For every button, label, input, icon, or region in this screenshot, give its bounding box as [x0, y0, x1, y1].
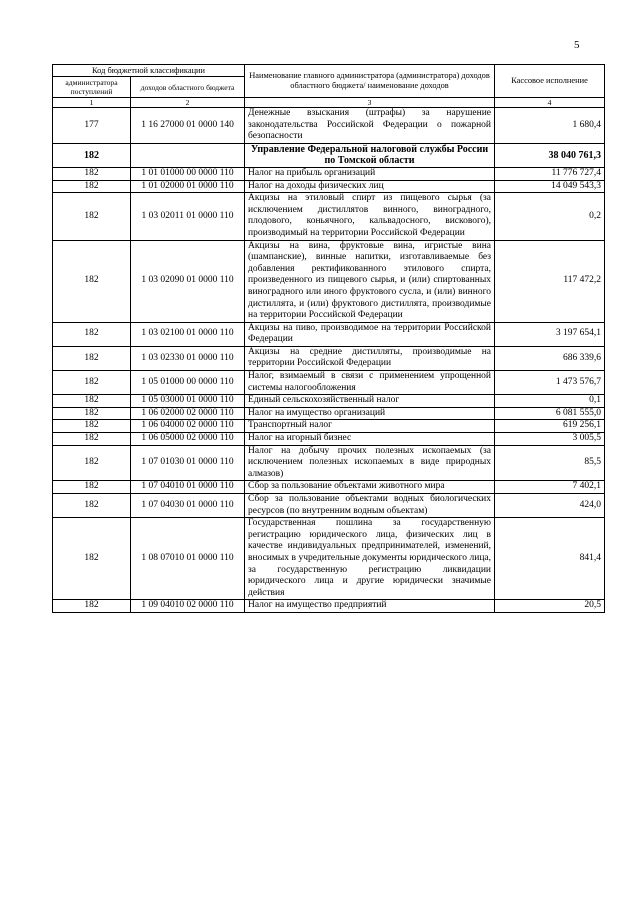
admin-code: 182 — [53, 420, 131, 433]
admin-code: 182 — [53, 371, 131, 395]
revenue-code: 1 01 01000 00 0000 110 — [131, 167, 245, 180]
table-row — [53, 193, 605, 240]
revenue-code: 1 05 03000 01 0000 110 — [131, 395, 245, 408]
admin-code: 182 — [53, 240, 131, 322]
column-number: 3 — [245, 98, 495, 108]
amount: 14 049 543,3 — [495, 180, 605, 193]
admin-code: 182 — [53, 494, 131, 518]
amount: 1 473 576,7 — [495, 371, 605, 395]
amount: 3 197 654,1 — [495, 322, 605, 346]
revenue-code: 1 09 04010 02 0000 110 — [131, 600, 245, 613]
admin-code: 182 — [53, 518, 131, 600]
revenue-code: 1 06 02000 02 0000 110 — [131, 407, 245, 420]
amount: 686 339,6 — [495, 346, 605, 370]
admin-code: 182 — [53, 481, 131, 494]
revenue-code: 1 07 04030 01 0000 110 — [131, 494, 245, 518]
table-row — [53, 371, 605, 395]
revenue-name: Денежные взыскания (штрафы) за нарушение законодательства Российской Федерации о пожарной безопасности — [245, 108, 495, 144]
revenue-code: 1 06 05000 02 0000 110 — [131, 433, 245, 446]
revenue-code — [131, 143, 245, 167]
revenue-code: 1 07 04010 01 0000 110 — [131, 481, 245, 494]
revenue-table — [52, 64, 605, 613]
table-row — [53, 108, 605, 144]
table-row — [53, 518, 605, 600]
revenue-name: Налог на прибыль организаций — [245, 167, 495, 180]
revenue-code: 1 07 01030 01 0000 110 — [131, 445, 245, 481]
table-row — [53, 395, 605, 408]
revenue-name: Сбор за пользование объектами животного мира — [245, 481, 495, 494]
amount: 0,2 — [495, 193, 605, 240]
amount: 619 256,1 — [495, 420, 605, 433]
revenue-name: Акцизы на этиловый спирт из пищевого сырья (за исключением дистиллятов винного, виноградного, плодового, коньячного, кальвадосного, вискового), производимый на территории Российской Федерации — [245, 193, 495, 240]
admin-code: 182 — [53, 445, 131, 481]
revenue-name: Акцизы на вина, фруктовые вина, игристые вина (шампанские), винные напитки, изготавливаемые без добавления ректификованного этилового спирта, произведенного из пищевого сырья, и (или) спиртованных виноградного или иного фруктового сусла, и (или) винного дистиллята, и (или) фруктового дистиллята, производимые на территории Российской Федерации — [245, 240, 495, 322]
revenue-code: 1 03 02100 01 0000 110 — [131, 322, 245, 346]
revenue-name: Сбор за пользование объектами водных биологических ресурсов (по внутренним водным объектам) — [245, 494, 495, 518]
column-number: 2 — [131, 98, 245, 108]
header-revenue-code: доходов областного бюджета — [131, 77, 245, 98]
revenue-name: Налог на имущество предприятий — [245, 600, 495, 613]
revenue-code: 1 03 02011 01 0000 110 — [131, 193, 245, 240]
table-row — [53, 481, 605, 494]
table-row — [53, 346, 605, 370]
revenue-code: 1 08 07010 01 0000 110 — [131, 518, 245, 600]
table-row — [53, 240, 605, 322]
header-administrator-name: Наименование главного администратора (администратора) доходов областного бюджета/ наименование доходов — [245, 65, 495, 98]
table-row — [53, 420, 605, 433]
revenue-name: Налог на доходы физических лиц — [245, 180, 495, 193]
table-row-administrator-total — [53, 143, 605, 167]
table-row — [53, 322, 605, 346]
column-number: 4 — [495, 98, 605, 108]
table-row — [53, 494, 605, 518]
table-row — [53, 433, 605, 446]
revenue-code: 1 16 27000 01 0000 140 — [131, 108, 245, 144]
admin-code: 182 — [53, 180, 131, 193]
revenue-code: 1 01 02000 01 0000 110 — [131, 180, 245, 193]
admin-code: 182 — [53, 395, 131, 408]
amount: 7 402,1 — [495, 481, 605, 494]
revenue-name: Транспортный налог — [245, 420, 495, 433]
admin-code: 182 — [53, 193, 131, 240]
admin-code: 182 — [53, 346, 131, 370]
amount: 85,5 — [495, 445, 605, 481]
revenue-code: 1 05 01000 00 0000 110 — [131, 371, 245, 395]
page-number: 5 — [574, 39, 580, 51]
admin-code: 182 — [53, 167, 131, 180]
amount: 20,5 — [495, 600, 605, 613]
amount: 3 005,5 — [495, 433, 605, 446]
amount: 841,4 — [495, 518, 605, 600]
table-row — [53, 445, 605, 481]
admin-code: 182 — [53, 143, 131, 167]
header-cash-execution: Кассовое исполнение — [495, 65, 605, 98]
table-row — [53, 167, 605, 180]
revenue-name: Единый сельскохозяйственный налог — [245, 395, 495, 408]
table-row — [53, 180, 605, 193]
revenue-name: Налог на добычу прочих полезных ископаемых (за исключением полезных ископаемых в виде природных алмазов) — [245, 445, 495, 481]
revenue-code: 1 06 04000 02 0000 110 — [131, 420, 245, 433]
header-administrator-code: администратора поступлений — [53, 77, 131, 98]
revenue-name: Акцизы на пиво, производимое на территории Российской Федерации — [245, 322, 495, 346]
admin-code: 182 — [53, 600, 131, 613]
admin-code: 182 — [53, 407, 131, 420]
admin-code: 182 — [53, 322, 131, 346]
revenue-name: Налог на игорный бизнес — [245, 433, 495, 446]
revenue-name: Акцизы на средние дистилляты, производимые на территории Российской Федерации — [245, 346, 495, 370]
revenue-name: Государственная пошлина за государственную регистрацию юридического лица, физических лиц в качестве индивидуальных предпринимателей, изменений, вносимых в учредительные документы юридического лица, за государственную регистрацию ликвидации юридического лица и другие юридически значимые действия — [245, 518, 495, 600]
column-number: 1 — [53, 98, 131, 108]
amount: 11 776 727,4 — [495, 167, 605, 180]
admin-code: 182 — [53, 433, 131, 446]
amount: 0,1 — [495, 395, 605, 408]
amount: 38 040 761,3 — [495, 143, 605, 167]
table-row — [53, 600, 605, 613]
administrator-name: Управление Федеральной налоговой службы России по Томской области — [245, 143, 495, 167]
header-budget-classification-code: Код бюджетной классификации — [53, 65, 245, 77]
revenue-code: 1 03 02330 01 0000 110 — [131, 346, 245, 370]
amount: 1 680,4 — [495, 108, 605, 144]
admin-code: 177 — [53, 108, 131, 144]
revenue-code: 1 03 02090 01 0000 110 — [131, 240, 245, 322]
table-row — [53, 407, 605, 420]
amount: 424,0 — [495, 494, 605, 518]
revenue-name: Налог, взимаемый в связи с применением упрощенной системы налогообложения — [245, 371, 495, 395]
amount: 117 472,2 — [495, 240, 605, 322]
amount: 6 081 555,0 — [495, 407, 605, 420]
revenue-name: Налог на имущество организаций — [245, 407, 495, 420]
